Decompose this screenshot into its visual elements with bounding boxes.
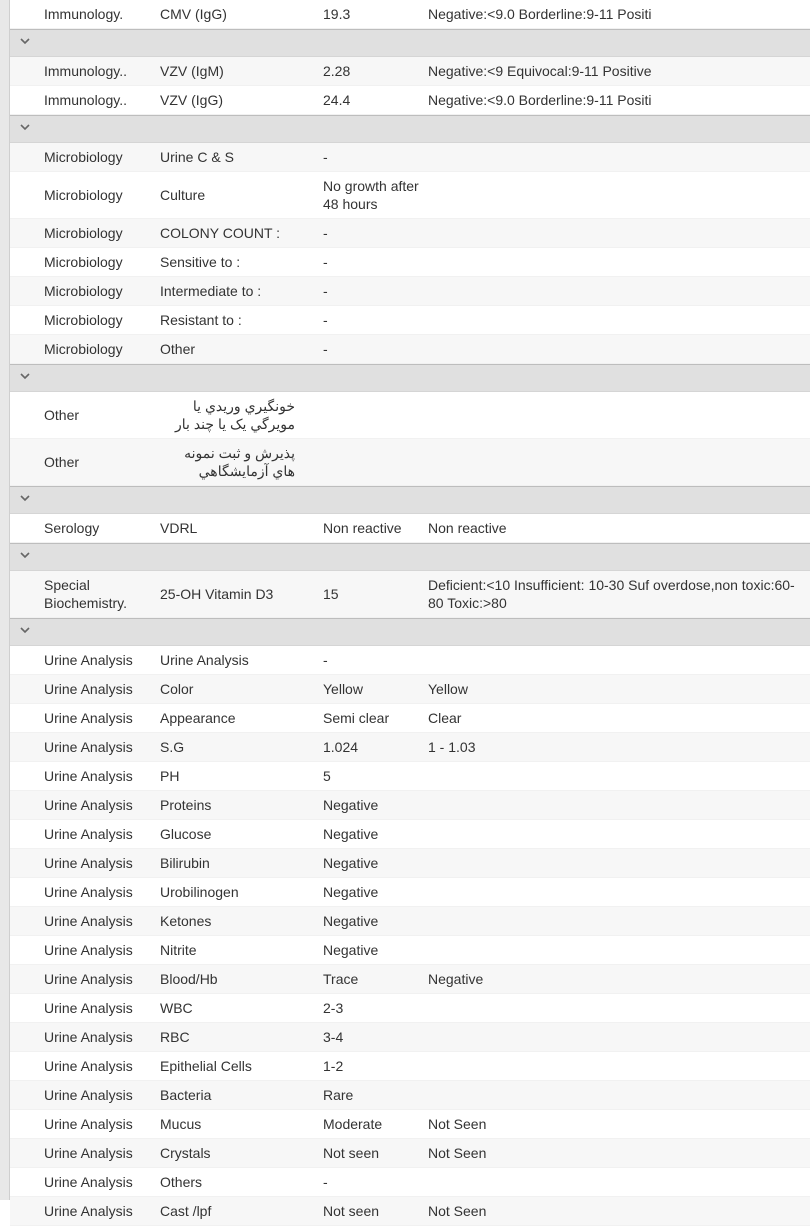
- department-cell: Urine Analysis: [44, 971, 133, 987]
- group-header[interactable]: [10, 29, 810, 57]
- department-cell: Urine Analysis: [44, 826, 133, 842]
- table-row[interactable]: [10, 1052, 810, 1081]
- result-cell: [323, 439, 423, 485]
- department-cell: Urine Analysis: [44, 913, 133, 929]
- table-row[interactable]: [10, 514, 810, 543]
- test-name-cell: Culture: [160, 187, 206, 203]
- department-cell: Urine Analysis: [44, 652, 133, 668]
- department-cell: Urine Analysis: [44, 1000, 133, 1016]
- result-cell: Negative: [323, 942, 379, 958]
- table-row[interactable]: [10, 907, 810, 936]
- reference-range-cell: [428, 219, 808, 247]
- reference-range-cell: 1 - 1.03: [428, 739, 476, 755]
- test-name-cell: Color: [160, 681, 194, 697]
- department-cell: Special Biochemistry.: [44, 577, 127, 611]
- result-cell: Yellow: [323, 681, 363, 697]
- department-cell: Urine Analysis: [44, 1174, 133, 1190]
- results-table: [10, 0, 810, 1226]
- chevron-down-icon[interactable]: [18, 623, 32, 637]
- result-cell: -: [323, 254, 328, 270]
- department-cell: Urine Analysis: [44, 1203, 133, 1219]
- result-cell: No growth after 48 hours: [323, 178, 419, 212]
- test-name-cell: PH: [160, 768, 180, 784]
- reference-range-cell: Negative:<9.0 Borderline:9-11 Positi: [428, 92, 652, 108]
- department-cell: Immunology.: [44, 6, 124, 22]
- department-cell: Urine Analysis: [44, 1087, 133, 1103]
- table-row[interactable]: [10, 57, 810, 86]
- reference-range-cell: [428, 994, 808, 1022]
- table-row[interactable]: [10, 820, 810, 849]
- table-row[interactable]: [10, 306, 810, 335]
- department-cell: Urine Analysis: [44, 768, 133, 784]
- department-cell: Other: [44, 407, 80, 423]
- reference-range-cell: [428, 1168, 808, 1196]
- reference-range-cell: [428, 143, 808, 171]
- reference-range-cell: [428, 277, 808, 305]
- table-row[interactable]: [10, 571, 810, 618]
- result-cell: 2-3: [323, 1000, 344, 1016]
- result-cell: -: [323, 225, 328, 241]
- chevron-down-icon[interactable]: [18, 369, 32, 383]
- chevron-down-icon[interactable]: [18, 120, 32, 134]
- department-cell: Urine Analysis: [44, 1116, 133, 1132]
- table-row[interactable]: [10, 0, 810, 29]
- reference-range-cell: [428, 392, 808, 438]
- department-cell: Urine Analysis: [44, 1058, 133, 1074]
- test-name-cell: Urobilinogen: [160, 884, 239, 900]
- test-name-cell: Sensitive to :: [160, 254, 241, 270]
- result-cell: 24.4: [323, 92, 351, 108]
- table-row[interactable]: [10, 277, 810, 306]
- result-cell: Negative: [323, 855, 379, 871]
- table-row[interactable]: [10, 1081, 810, 1110]
- test-name-cell: Cast /lpf: [160, 1203, 212, 1219]
- group-header[interactable]: [10, 115, 810, 143]
- result-cell: 15: [323, 586, 339, 602]
- result-cell: Rare: [323, 1087, 354, 1103]
- test-name-cell: Blood/Hb: [160, 971, 218, 987]
- department-cell: Urine Analysis: [44, 681, 133, 697]
- reference-range-cell: [428, 936, 808, 964]
- table-row[interactable]: [10, 143, 810, 172]
- result-cell: [323, 392, 423, 438]
- result-cell: 2.28: [323, 63, 351, 79]
- result-cell: 19.3: [323, 6, 351, 22]
- result-cell: Negative: [323, 797, 379, 813]
- department-cell: Urine Analysis: [44, 855, 133, 871]
- table-row[interactable]: [10, 219, 810, 248]
- department-cell: Urine Analysis: [44, 1145, 133, 1161]
- reference-range-cell: [428, 849, 808, 877]
- department-cell: Urine Analysis: [44, 797, 133, 813]
- table-row[interactable]: [10, 675, 810, 704]
- reference-range-cell: Negative:<9 Equivocal:9-11 Positive: [428, 63, 652, 79]
- reference-range-cell: Not Seen: [428, 1203, 487, 1219]
- table-row[interactable]: [10, 1110, 810, 1139]
- reference-range-cell: Negative: [428, 971, 484, 987]
- reference-range-cell: [428, 878, 808, 906]
- reference-range-cell: [428, 172, 808, 218]
- reference-range-cell: Yellow: [428, 681, 468, 697]
- department-cell: Urine Analysis: [44, 739, 133, 755]
- result-cell: -: [323, 312, 328, 328]
- chevron-down-icon[interactable]: [18, 34, 32, 48]
- department-cell: Microbiology: [44, 254, 123, 270]
- department-cell: Urine Analysis: [44, 942, 133, 958]
- table-row[interactable]: [10, 704, 810, 733]
- department-cell: Serology: [44, 520, 100, 536]
- table-row[interactable]: [10, 994, 810, 1023]
- result-cell: Not seen: [323, 1203, 380, 1219]
- test-name-cell: VZV (IgM): [160, 63, 224, 79]
- test-name-cell: Other: [160, 341, 196, 357]
- result-cell: 5: [323, 768, 331, 784]
- result-cell: Moderate: [323, 1116, 383, 1132]
- test-name-cell: Others: [160, 1174, 203, 1190]
- department-cell: Microbiology: [44, 341, 123, 357]
- group-header[interactable]: [10, 364, 810, 392]
- table-row[interactable]: [10, 936, 810, 965]
- department-cell: Microbiology: [44, 312, 123, 328]
- test-name-cell: پذيرش و ثبت نمونه هاي آزمايشگاهي: [184, 445, 295, 479]
- result-cell: Negative: [323, 826, 379, 842]
- reference-range-cell: [428, 907, 808, 935]
- table-row[interactable]: [10, 335, 810, 364]
- department-cell: Urine Analysis: [44, 884, 133, 900]
- test-name-cell: خونگيري وريدي يا مويرگي يک يا چند بار: [175, 398, 295, 432]
- table-row[interactable]: [10, 646, 810, 675]
- result-cell: -: [323, 283, 328, 299]
- result-cell: Non reactive: [323, 520, 402, 536]
- table-row[interactable]: [10, 172, 810, 219]
- table-row[interactable]: [10, 439, 810, 486]
- reference-range-cell: [428, 1052, 808, 1080]
- department-cell: Microbiology: [44, 187, 123, 203]
- result-cell: 1.024: [323, 739, 359, 755]
- reference-range-cell: [428, 646, 808, 674]
- reference-range-cell: Deficient:<10 Insufficient: 10-30 Suf overdose,non toxic:60-80 Toxic:>80: [428, 577, 795, 611]
- reference-range-cell: Clear: [428, 710, 462, 726]
- reference-range-cell: Not Seen: [428, 1116, 487, 1132]
- reference-range-cell: Not Seen: [428, 1145, 487, 1161]
- test-name-cell: Mucus: [160, 1116, 202, 1132]
- test-name-cell: WBC: [160, 1000, 193, 1016]
- test-name-cell: RBC: [160, 1029, 190, 1045]
- chevron-down-icon[interactable]: [18, 491, 32, 505]
- chevron-down-icon[interactable]: [18, 548, 32, 562]
- reference-range-cell: [428, 1081, 808, 1109]
- test-name-cell: COLONY COUNT :: [160, 225, 281, 241]
- test-name-cell: Crystals: [160, 1145, 211, 1161]
- department-cell: Microbiology: [44, 149, 123, 165]
- test-name-cell: Bacteria: [160, 1087, 212, 1103]
- reference-range-cell: [428, 335, 808, 363]
- table-row[interactable]: [10, 1023, 810, 1052]
- reference-range-cell: [428, 1023, 808, 1051]
- table-row[interactable]: [10, 965, 810, 994]
- reference-range-cell: Negative:<9.0 Borderline:9-11 Positi: [428, 6, 652, 22]
- table-row[interactable]: [10, 849, 810, 878]
- department-cell: Microbiology: [44, 283, 123, 299]
- table-row[interactable]: [10, 791, 810, 820]
- group-header[interactable]: [10, 486, 810, 514]
- left-gutter: [0, 0, 10, 1200]
- reference-range-cell: [428, 791, 808, 819]
- table-row[interactable]: [10, 1139, 810, 1168]
- reference-range-cell: [428, 439, 808, 485]
- table-row[interactable]: [10, 1168, 810, 1197]
- table-row[interactable]: [10, 1197, 810, 1226]
- test-name-cell: Ketones: [160, 913, 212, 929]
- test-name-cell: VDRL: [160, 520, 198, 536]
- table-row[interactable]: [10, 86, 810, 115]
- department-cell: Immunology..: [44, 92, 127, 108]
- test-name-cell: Glucose: [160, 826, 212, 842]
- test-name-cell: CMV (IgG): [160, 6, 227, 22]
- table-row[interactable]: [10, 878, 810, 907]
- test-name-cell: Urine C & S: [160, 149, 234, 165]
- department-cell: Urine Analysis: [44, 710, 133, 726]
- table-row[interactable]: [10, 248, 810, 277]
- test-name-cell: 25-OH Vitamin D3: [160, 586, 274, 602]
- department-cell: Microbiology: [44, 225, 123, 241]
- test-name-cell: S.G: [160, 739, 185, 755]
- result-cell: 1-2: [323, 1058, 344, 1074]
- result-cell: Not seen: [323, 1145, 380, 1161]
- test-name-cell: Intermediate to :: [160, 283, 262, 299]
- result-cell: -: [323, 652, 328, 668]
- group-header[interactable]: [10, 618, 810, 646]
- result-cell: -: [323, 1174, 328, 1190]
- table-row[interactable]: [10, 762, 810, 791]
- reference-range-cell: [428, 248, 808, 276]
- table-row[interactable]: [10, 392, 810, 439]
- test-name-cell: Urine Analysis: [160, 652, 249, 668]
- result-cell: -: [323, 149, 328, 165]
- result-cell: Trace: [323, 971, 359, 987]
- department-cell: Urine Analysis: [44, 1029, 133, 1045]
- result-cell: Negative: [323, 884, 379, 900]
- reference-range-cell: [428, 820, 808, 848]
- result-cell: Negative: [323, 913, 379, 929]
- test-name-cell: Resistant to :: [160, 312, 242, 328]
- department-cell: Immunology..: [44, 63, 127, 79]
- result-cell: 3-4: [323, 1029, 344, 1045]
- reference-range-cell: Non reactive: [428, 520, 507, 536]
- test-name-cell: Epithelial Cells: [160, 1058, 252, 1074]
- result-cell: -: [323, 341, 328, 357]
- department-cell: Other: [44, 454, 80, 470]
- group-header[interactable]: [10, 543, 810, 571]
- test-name-cell: Appearance: [160, 710, 236, 726]
- test-name-cell: Proteins: [160, 797, 212, 813]
- reference-range-cell: [428, 762, 808, 790]
- reference-range-cell: [428, 306, 808, 334]
- result-cell: Semi clear: [323, 710, 390, 726]
- test-name-cell: VZV (IgG): [160, 92, 224, 108]
- test-name-cell: Bilirubin: [160, 855, 210, 871]
- test-name-cell: Nitrite: [160, 942, 197, 958]
- table-row[interactable]: [10, 733, 810, 762]
